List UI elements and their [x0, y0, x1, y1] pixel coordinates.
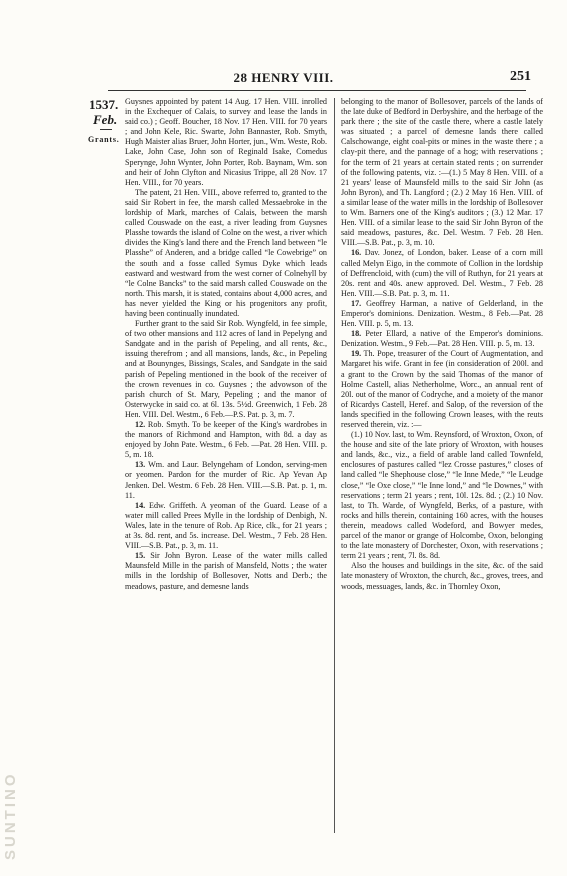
running-title: 28 HENRY VIII. — [233, 70, 334, 85]
paragraph: Further grant to the said Sir Rob. Wyngfeld, in fee simple, of two other mansions and 112 acres of land in Pepelyng and Sandgate and in the parish of Pepeling, and all rents, &c., issuing therefrom ; and all mansions, lands, &c., in Pepeling and at Bounynges, Bissings, Scales, and Sandgate in the said parish of Pepeling mentioned in the book of the receiver of the crown revenues in co. Guysnes ; the advowson of the parish church of St. Mary, Pepeling ; and the manor of Osterwycke in said co. at 6l. 13s. 5½d. Greenwich, 1 Feb. 28 Hen. VIII. Del. Westm., 6 Feb.—P.S. Pat. p. 3, m. 7. — [125, 319, 327, 419]
watermark: SUNTINO — [2, 771, 19, 860]
paragraph: belonging to the manor of Bollesover, parcels of the lands of the late duke of Bedford in Derbyshire, and the herbage of the park there ; the site of the castle there, where a castle lately was situated ; a parcel of demesne lands there called Calschowange, eight coal-pits or mines in the waste there ; a clay-pit there, and the pannage of a hog; with reservations ; for the term of 21 years at certain stated rents ; on surrender of the following patents, viz. :—(1.) 5 May 8 Hen. VIII. of a 21 years' lease of Maunsfeld mills to the said Sir John (as John Byron), and Th. Langford ; (2.) 2 May 16 Hen. VIII. of a similar lease of the water mills in the lordship of Bollesover to Wm. Barners one of the King's auditors ; (3.) 12 Mar. 17 Hen. VIII. of a similar lease to the said Sir John Byron of the said meadows, pastures, &c. Del. Westm. 7 Feb. 28 Hen. VIII.—S.B. Pat., p. 3, m. 10. — [341, 97, 543, 248]
paragraph: Also the houses and buildings in the site, &c. of the said late monastery of Wroxton, the church, &c., groves, trees, and woods, messuages, lands, &c. in Thornley Oxon, — [341, 561, 543, 591]
right-column — [341, 97, 543, 837]
paragraph: 13. Wm. and Laur. Belyngeham of London, serving-men or yeomen. Pardon for the murder of Ric. Ap Yevan Ap Jenken. Del. Westm. 6 Feb. 28 Hen. VIII.—S.B. Pat. p. 1, m. 11. — [125, 460, 327, 500]
margin-section: Grants. — [88, 135, 120, 144]
margin-dash — [100, 129, 112, 130]
column-divider — [334, 98, 335, 833]
margin-month: Feb. — [93, 112, 118, 127]
paragraph: 19. Th. Pope, treasurer of the Court of Augmentation, and Margaret his wife. Grant in fee (in consideration of 200l. and a grant to the Crown by the said Thomas of the manor of Holme Castell, alias Netherholme, Worc., an annual rent of 20l. out of the manor of Codryche, and a moiety of the manor of Ricardys Castell, Heref. and Salop, of the reversion of the lands specified in the following Crown leases, with the reuts reserved therein, viz. :— — [341, 349, 543, 429]
paragraph: Guysnes appointed by patent 14 Aug. 17 Hen. VIII. inrolled in the Exchequer of Calais, to survey and lease the lands in said co.) ; Geoff. Boucher, 18 Nov. 17 Hen. VIII. for 70 years ; and John Kele, Ric. Swarte, John Bannaster, Rob. Smyth, Hugh Maister alias Bruer, John Horter, jun., Wm. Weste, Rob. Lake, John Case, John son of Reginald Isake, Comedus Sperynge, John Wynter, John Porter, Rob. Baynam, Wm. son and heir of John Clyfton and Nicasius Trippe, all 28 Nov. 17 Hen. VIII., for 70 years. — [125, 97, 327, 187]
paragraph: (1.) 10 Nov. last, to Wm. Reynsford, of Wroxton, Oxon, of the house and site of the late priory of Wroxton, with houses and lands, &c., viz., a field of arable land called Townfeld, enclosures of pastures called “lez Crosse pastures,” closes of land called “le Shephouse close,” “le Inne Mede,” “le Leudge close,” “le Oxe close,” “le Inne lond,” and “le Downes,” with reservations ; term 21 years ; rent, 10l. 12s. 8d. ; (2.) 10 Nov. last, to Th. Warde, of Wyngfeld, Berks, of a pasture, with rocks and hills therein, containing 160 acres, with the houses therein, meadows called Wodeford, and Bowyer medes, parcel of the manor or grange of Holcombe, Oxon, belonging to the late monastery of Dorchester, Oxon, with reservations ; term 21 years ; rent, 7l. 8s. 8d. — [341, 430, 543, 561]
paragraph: 12. Rob. Smyth. To be keeper of the King's wardrobes in the manors of Richmond and Hampton, with 8d. a day as enjoyed by John Pate. Westm., 6 Feb. —Pat. 28 Hen. VIII. p. 5, m. 18. — [125, 420, 327, 460]
page-number: 251 — [510, 69, 531, 84]
left-column — [125, 97, 327, 837]
paragraph: 17. Geoffrey Harman, a native of Gelderland, in the Emperor's dominions. Denization. Westm., 8 Feb.—Pat. 28 Hen. VIII. p. 5, m. 13. — [341, 298, 543, 329]
paragraph: 16. Dav. Jonez, of London, baker. Lease of a corn mill called Melyn Eigo, in the commote of Collion in the lordship of Deffrencloid, with (cum) the vill of Ruthyn, for 21 years at 20s. rent and 40s. anew approved. Del. Westm., 7 Feb. 28 Hen. VIII.—S.B. Pat. p. 3, m. 11. — [341, 248, 543, 298]
paragraph: 15. Sir John Byron. Lease of the water mills called Maunsfeld Mille in the parish of Mansfeld, Notts ; the water mills in the lordship of Bollesover, Notts and Derb.; the meadows, pasture, and demesne lands — [125, 551, 327, 591]
margin-year: 1537. — [89, 97, 119, 112]
paragraph: 14. Edw. Griffeth. A yeoman of the Guard. Lease of a water mill called Prees Mylle in the lordship of Denbigh, N. Wales, late in the tenure of Rob. Ap Rice, clk., for 21 years ; at 3s. 8d. rent, and 5s. increase. Del. Westm., 7 Feb. 28 Hen. VIII.—S.B. Pat., p. 3, m. 11. — [125, 500, 327, 551]
paragraph: 18. Peter Ellard, a native of the Emperor's dominions. Denization. Westm., 9 Feb.—Pat. 28 Hen. VIII. p. 5, m. 13. — [341, 329, 543, 349]
paragraph: The patent, 21 Hen. VIII., above referred to, granted to the said Sir Robert in fee, the marsh called Messaebroke in the lordship of Mark, marches of Calais, between the marsh called Couswade on the east, a river leading from Guysnes Plasshe towards the island of Colne on the west, a river which divides the King's land there and the French land between “le Plasshe” of Anderen, and a bridge called “le Cowebrige” on the south and a fosse called Symus Dyke which leads eastward and westward from the west corner of Colnehyll by “le Colne Bancks” to the said marsh called Couswade on the north. This marsh, it is stated, contains about 4,000 acres, and has never yielded the King or his progenitors any profit, having been continually inundated. — [125, 187, 327, 318]
header-rule — [108, 90, 526, 91]
